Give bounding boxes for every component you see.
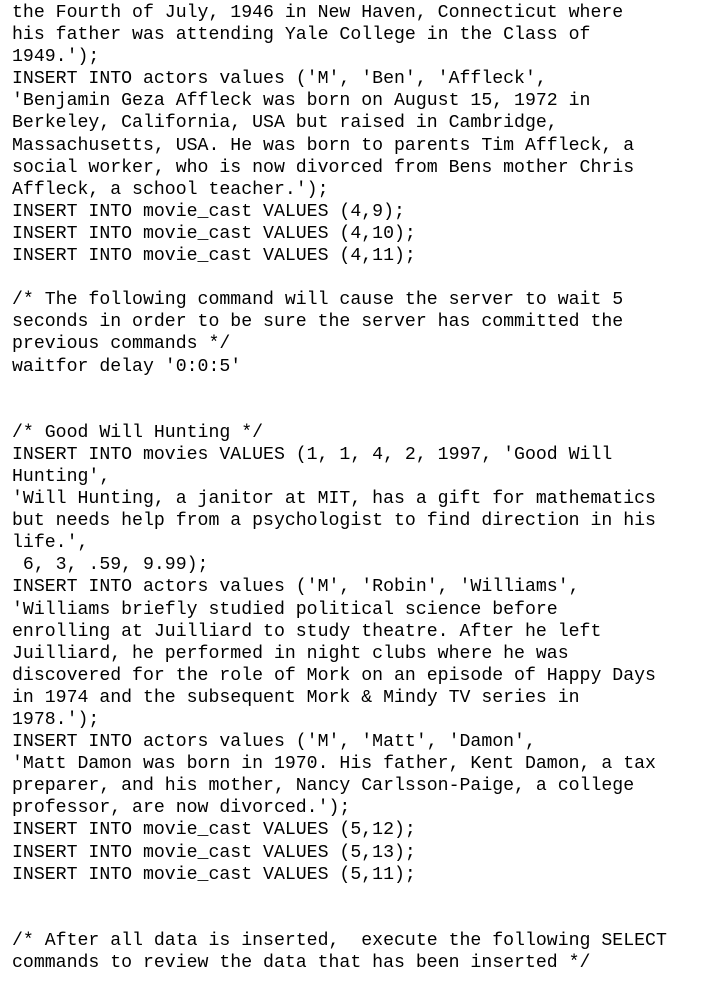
code-line: professor, are now divorced.'); [12, 798, 351, 819]
code-line: 'Williams briefly studied political science before [12, 599, 558, 620]
code-line: INSERT INTO actors values ('M', 'Robin', 'Williams', [12, 577, 580, 598]
blank-line [12, 267, 728, 289]
comment-line: /* Good Will Hunting */ [12, 422, 264, 443]
code-line: discovered for the role of Mork on an episode of Happy Days [12, 665, 656, 686]
code-line: INSERT INTO movies VALUES (1, 1, 4, 2, 1997, 'Good Will [12, 444, 613, 465]
code-line: preparer, and his mother, Nancy Carlsson-Paige, a college [12, 776, 635, 797]
comment-line: /* The following command will cause the server to wait 5 [12, 290, 624, 311]
code-line: enrolling at Juilliard to study theatre. After he left [12, 621, 602, 642]
code-line: Berkeley, California, USA but raised in Cambridge, [12, 113, 558, 134]
blank-line [12, 886, 728, 908]
code-line: but needs help from a psychologist to find direction in his [12, 511, 656, 532]
blank-line [12, 378, 728, 400]
code-line: Hunting', [12, 466, 111, 487]
code-line: 1949.'); [12, 47, 100, 68]
code-line: INSERT INTO actors values ('M', 'Matt', 'Damon', [12, 732, 536, 753]
code-line: 'Will Hunting, a janitor at MIT, has a gift for mathematics [12, 489, 656, 510]
code-line: 'Benjamin Geza Affleck was born on August 15, 1972 in [12, 91, 591, 112]
code-line: social worker, who is now divorced from Bens mother Chris [12, 157, 635, 178]
comment-line: seconds in order to be sure the server has committed the [12, 312, 624, 333]
code-line: 1978.'); [12, 710, 100, 730]
comment-line: commands to review the data that has been inserted */ [12, 953, 591, 974]
code-line: INSERT INTO movie_cast VALUES (5,11); [12, 864, 416, 885]
code-line: life.', [12, 533, 89, 554]
code-line: Massachusetts, USA. He was born to parents Tim Affleck, a [12, 135, 635, 156]
code-line: INSERT INTO movie_cast VALUES (5,12); [12, 820, 416, 841]
code-line: INSERT INTO movie_cast VALUES (5,13); [12, 842, 416, 863]
code-line: INSERT INTO movie_cast VALUES (4,9); [12, 201, 405, 222]
code-line: Affleck, a school teacher.'); [12, 179, 329, 200]
code-line: his father was attending Yale College in the Class of [12, 25, 591, 46]
code-line: INSERT INTO movie_cast VALUES (4,11); [12, 246, 416, 267]
comment-line: previous commands */ [12, 334, 231, 355]
code-line: INSERT INTO movie_cast VALUES (4,10); [12, 223, 416, 244]
code-line: the Fourth of July, 1946 in New Haven, Connecticut where [12, 3, 624, 23]
code-line: 'Matt Damon was born in 1970. His father, Kent Damon, a tax [12, 754, 656, 775]
code-line: Juilliard, he performed in night clubs where he was [12, 643, 569, 664]
blank-line [12, 908, 728, 930]
code-line: waitfor delay '0:0:5' [12, 356, 242, 377]
blank-line [12, 400, 728, 422]
comment-line: /* After all data is inserted, execute the following SELECT [12, 930, 667, 951]
code-line: 6, 3, .59, 9.99); [12, 555, 209, 576]
code-line: in 1974 and the subsequent Mork & Mindy TV series in [12, 687, 580, 708]
code-line: INSERT INTO actors values ('M', 'Ben', 'Affleck', [12, 69, 547, 90]
